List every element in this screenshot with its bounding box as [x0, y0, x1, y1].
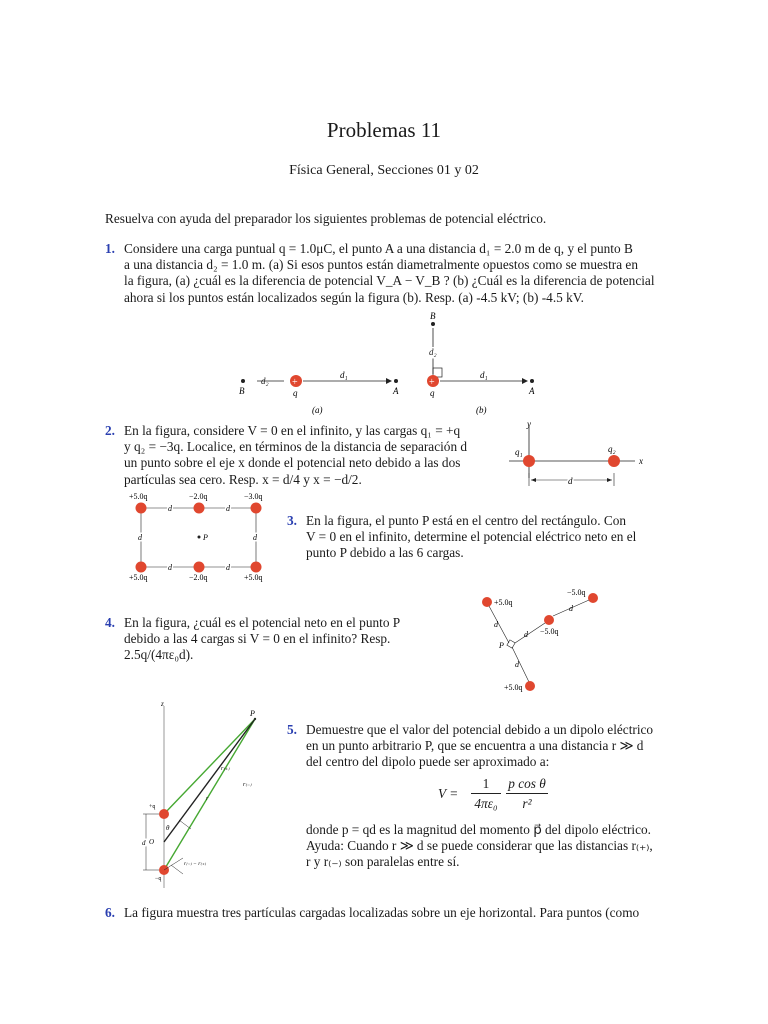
problem-line: ahora si los puntos están localizados según la figura (b). Resp. (a) -4.5 kV; (b) -4.5 kV. — [124, 289, 584, 305]
problem-line: y q₂ = −3q. Localice, en términos de la distancia de separación d — [124, 439, 468, 455]
problem-number: 1. — [105, 241, 115, 256]
label-d1-b: d₁ — [480, 370, 488, 380]
label-q-a: q — [293, 388, 298, 398]
charge-marker — [251, 562, 262, 573]
formula-den1: 4πε₀ — [474, 796, 498, 811]
charge-marker — [136, 562, 147, 573]
charge-label: +5.0q — [494, 598, 513, 607]
label-x: x — [639, 456, 643, 466]
problem-line: a una distancia d₂ = 1.0 m. (a) Si esos puntos están diametralmente opuestos como se muestra en — [124, 257, 638, 273]
charge-q2 — [608, 455, 620, 467]
problem-number: 3. — [287, 513, 297, 528]
charge-marker — [544, 615, 554, 625]
page-title: Problemas 11 — [326, 118, 442, 142]
charge-marker — [194, 503, 205, 514]
label-a-a: A — [393, 386, 399, 396]
caption-a: (a) — [312, 405, 323, 415]
label-q-b: q — [430, 388, 435, 398]
problem-number: 5. — [287, 722, 297, 737]
label-d: d — [226, 504, 230, 513]
formula-num1: 1 — [482, 776, 490, 791]
problem-line: La figura muestra tres partículas cargadas localizadas sobre un eje horizontal. Para puntos (como — [124, 905, 640, 920]
label-q2: q₂ — [608, 444, 616, 454]
label-r-minus: r₍₋₎ — [243, 782, 252, 788]
problem-line: la figura, (a) ¿cuál es la diferencia de potencial V_A − V_B ? (b) ¿Cuál es la diferencia de potencial — [124, 273, 655, 289]
charge-marker — [136, 503, 147, 514]
d-line — [489, 606, 509, 643]
label-d2-a: d₂ — [261, 376, 269, 386]
point-a-b — [530, 379, 534, 383]
problem-line: partículas sea cero. Resp. x = d/4 y x = −d/2. — [124, 471, 362, 487]
label-a-b: A — [529, 386, 535, 396]
point-a-a — [394, 379, 398, 383]
charge-label: −2.0q — [189, 492, 208, 501]
label-d: d — [568, 476, 573, 486]
charge-q1 — [523, 455, 535, 467]
arrow-right — [607, 478, 612, 482]
figure-1 — [232, 310, 542, 420]
problem-line: donde p = qd es la magnitud del momento p⃗ del dipolo eléctrico. — [306, 822, 651, 837]
figure-3 — [126, 490, 274, 584]
problem-5-continued — [306, 822, 676, 871]
problem-number: 4. — [105, 615, 115, 630]
problem-line: Demuestre que el valor del potencial debido a un dipolo eléctrico — [306, 722, 654, 737]
problem-number: 2. — [105, 423, 115, 438]
charge-label: +5.0q — [244, 573, 263, 582]
arrow-a — [386, 378, 392, 384]
point-b-b — [431, 322, 435, 326]
label-diff: r₍₋₎ − r₍₊₎ — [184, 861, 206, 867]
dipole-formula — [438, 776, 548, 812]
charge-label: −3.0q — [244, 492, 263, 501]
label-d: d — [494, 620, 498, 629]
r-minus-line — [164, 719, 255, 870]
problem-line: del centro del dipolo puede ser aproximado a: — [306, 754, 550, 770]
label-z: z — [161, 700, 164, 708]
arrow-left — [531, 478, 536, 482]
charge-marker — [194, 562, 205, 573]
point-p — [198, 536, 201, 539]
problem-line: punto P debido a las 6 cargas. — [306, 545, 464, 561]
problem-line: 2.5q/(4πε₀d). — [124, 647, 194, 663]
problem-line: V = 0 en el infinito, determine el potencial eléctrico neto en el — [306, 529, 637, 545]
charge-marker — [588, 593, 598, 603]
label-o: O — [149, 838, 155, 846]
charge-label: −5.0q — [540, 627, 559, 636]
figure-4 — [477, 585, 607, 695]
problem-line: En la figura, el punto P está en el centro del rectángulo. Con — [306, 513, 627, 528]
charge-plus — [159, 809, 169, 819]
charge-label: −2.0q — [189, 573, 208, 582]
label-d: d — [253, 533, 257, 542]
figure-2 — [505, 418, 655, 490]
figure-5 — [135, 700, 285, 890]
label-d1-a: d₁ — [340, 370, 348, 380]
label-d: d — [142, 839, 146, 847]
problem-line: en un punto arbitrario P, que se encuentra a una distancia r ≫ d — [306, 738, 644, 754]
label-r-plus: r₍₊₎ — [221, 766, 230, 772]
plus-a: + — [292, 377, 298, 388]
problem-line: un punto sobre el eje x donde el potencial neto debido a las dos — [124, 455, 461, 471]
charge-marker — [525, 681, 535, 691]
label-d: d — [524, 630, 528, 639]
charge-label: +5.0q — [504, 683, 523, 692]
label-d: d — [168, 563, 172, 572]
label-d: d — [515, 660, 519, 669]
label-b-b: B — [430, 311, 436, 321]
problem-line: Considere una carga puntual q = 1.0μC, el punto A a una distancia d₁ = 2.0 m de q, y el punto B — [124, 241, 633, 256]
label-q1: q₁ — [515, 447, 523, 457]
arrow-b — [522, 378, 528, 384]
label-r: r — [206, 796, 209, 802]
label-d: d — [138, 533, 142, 542]
problem-line: En la figura, ¿cuál es el potencial neto en el punto P — [124, 615, 401, 630]
intro-text: Resuelva con ayuda del preparador los siguientes problemas de potencial eléctrico. — [105, 211, 547, 226]
charge-label: +5.0q — [129, 573, 148, 582]
page-subtitle: Física General, Secciones 01 y 02 — [289, 163, 479, 178]
label-q-minus: −q — [155, 876, 162, 882]
fraction-bar — [506, 793, 548, 794]
problem-line: En la figura, considere V = 0 en el infinito, y las cargas q₁ = +q — [124, 423, 461, 438]
label-d2-b: d₂ — [429, 347, 437, 357]
charge-label: +5.0q — [129, 492, 148, 501]
label-p: P — [499, 641, 504, 650]
charge-marker — [482, 597, 492, 607]
formula-den2: r² — [522, 796, 532, 811]
formula-num2: p cos θ — [508, 776, 546, 791]
point-b-a — [241, 379, 245, 383]
label-p: P — [250, 709, 255, 718]
formula-lhs: V = — [438, 786, 459, 801]
label-d: d — [226, 563, 230, 572]
r-plus-line — [164, 719, 255, 814]
charge-marker — [251, 503, 262, 514]
label-y: y — [527, 419, 531, 429]
problem-line: Ayuda: Cuando r ≫ d se puede considerar que las distancias r₍₊₎, — [306, 838, 653, 854]
problem-line: r y r₍₋₎ son paralelas entre sí. — [306, 854, 460, 870]
label-q-plus: +q — [149, 804, 156, 810]
charge-label: −5.0q — [567, 588, 586, 597]
label-p: P — [203, 533, 208, 542]
label-b-a: B — [239, 386, 245, 396]
diff-tick — [171, 865, 183, 874]
r-line — [164, 719, 255, 842]
plus-b: + — [429, 377, 435, 388]
problem-number: 6. — [105, 905, 115, 920]
diff-tick — [179, 820, 191, 829]
label-theta: θ — [166, 824, 170, 832]
fraction-bar — [471, 793, 501, 794]
label-d: d — [168, 504, 172, 513]
label-d: d — [569, 604, 573, 613]
caption-b: (b) — [476, 405, 487, 415]
problem-line: debido a las 4 cargas si V = 0 en el infinito? Resp. — [124, 631, 391, 647]
